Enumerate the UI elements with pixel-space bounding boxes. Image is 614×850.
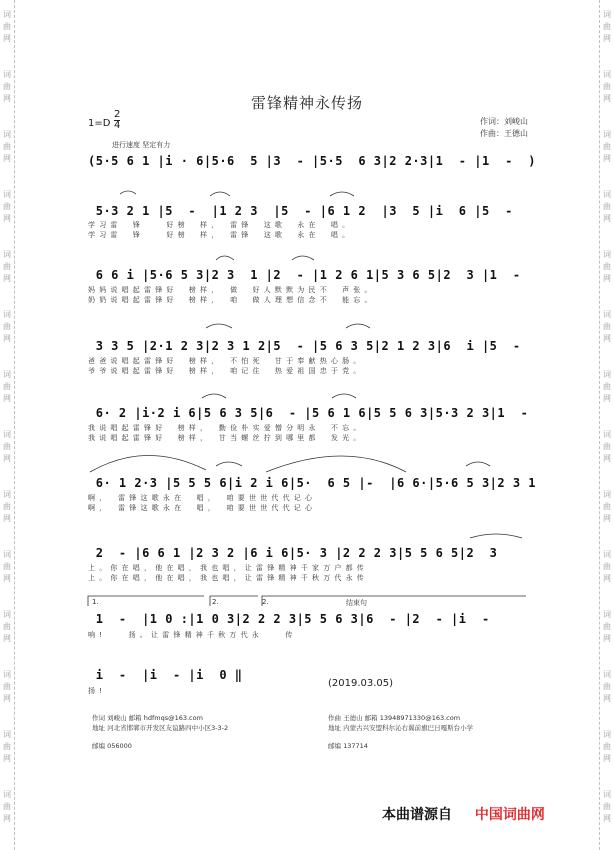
tempo-marking: 进行速度 坚定有力 <box>112 141 171 149</box>
watermark-glyph: 词 <box>3 10 11 19</box>
watermark-glyph: 曲 <box>3 322 11 331</box>
watermark-glyph: 网 <box>3 694 11 703</box>
watermark-glyph: 曲 <box>603 142 611 151</box>
lyricist-contact: 作词 刘峻山 邮箱 hdfmqs@163.com <box>92 714 203 722</box>
watermark-glyph: 网 <box>3 514 11 523</box>
watermark-glyph: 曲 <box>603 382 611 391</box>
watermark-glyph: 词 <box>603 730 611 739</box>
score-line-4: 3 3 5 |2·1 2 3|2 3 1 2|5 - |5 6 3 5|2 1 2 3|6 i |5 - <box>88 339 521 353</box>
watermark-glyph: 网 <box>603 334 611 343</box>
watermark-glyph: 网 <box>603 154 611 163</box>
watermark-glyph: 网 <box>603 34 611 43</box>
watermark-glyph: 曲 <box>3 202 11 211</box>
volta-first: 1. <box>92 598 99 606</box>
lyric-5b: 我说唱起雷锋好 榜样， 甘当螺丝拧到哪里都 发光。 <box>88 434 365 442</box>
lyric-4a: 爸爸说唱起雷锋好 榜样， 不怕死 甘于奉献热心肠。 <box>88 357 365 365</box>
watermark-glyph: 词 <box>3 610 11 619</box>
lyric-3a: 妈妈说唱起雷锋好 榜样， 做 好人默默为民不 声张。 <box>88 286 376 294</box>
watermark-glyph: 网 <box>3 754 11 763</box>
watermark-glyph: 曲 <box>603 682 611 691</box>
watermark-glyph: 曲 <box>3 622 11 631</box>
watermark-glyph: 词 <box>3 790 11 799</box>
watermark-glyph: 词 <box>603 70 611 79</box>
watermark-glyph: 词 <box>3 490 11 499</box>
watermark-glyph: 曲 <box>603 502 611 511</box>
composer-credit: 作曲：王德山 <box>480 129 528 138</box>
source-label: 本曲谱源自 <box>382 807 452 823</box>
lyric-7b: 上。你在唱，他在唱，我也唱，让雷锋精神千秋万代永传 <box>88 574 368 582</box>
score-line-2: 5·3 2 1 |5 - |1 2 3 |5 - |6 1 2 |3 5 |i 6 |5 - <box>88 204 513 218</box>
lyric-3b: 奶奶说唱起雷锋好 榜样， 咱 做人理想信念不 能忘。 <box>88 296 376 304</box>
watermark-glyph: 词 <box>603 310 611 319</box>
lyric-2a: 学习雷 锋 好榜 样， 雷锋 这歌 永在 唱。 <box>88 221 354 229</box>
lyricist-zipcode: 邮编 056000 <box>92 742 132 750</box>
ending-phrase-label: 结束句 <box>346 599 367 607</box>
watermark-glyph: 曲 <box>603 22 611 31</box>
source-brand <box>382 804 545 824</box>
volta-third: 2. <box>262 598 269 606</box>
score-line-1: (5·5 6 1 |i · 6|5·6 5 |3 - |5·5 6 3|2 2·3|1 - |1 - ) <box>88 154 537 168</box>
watermark-glyph: 曲 <box>603 562 611 571</box>
watermark-glyph: 网 <box>3 94 11 103</box>
watermark-glyph: 网 <box>603 514 611 523</box>
watermark-glyph: 网 <box>3 214 11 223</box>
watermark-glyph: 词 <box>603 490 611 499</box>
watermark-glyph: 词 <box>603 130 611 139</box>
site-link[interactable]: 中国词曲网 <box>474 807 545 823</box>
watermark-glyph: 词 <box>603 430 611 439</box>
lyric-9a: 扬! <box>88 687 107 695</box>
watermark-glyph: 词 <box>603 550 611 559</box>
meter-denominator: 4 <box>114 120 121 131</box>
watermark-glyph: 词 <box>603 190 611 199</box>
watermark-glyph: 曲 <box>603 262 611 271</box>
lyric-8a: 响! 扬。让雷锋精神千秋万代永 传 <box>88 631 297 639</box>
key-signature: 1=D <box>88 118 111 129</box>
watermark-glyph: 词 <box>3 310 11 319</box>
watermark-glyph: 网 <box>603 634 611 643</box>
score-line-6: 6· 1 2·3 |5 5 5 6|i 2 i 6|5· 6 5 |- |6 6·|5·6 5 3|2 3 1 <box>88 476 537 490</box>
watermark-glyph: 网 <box>603 274 611 283</box>
lyricist-address: 地址 河北省邯郸市开发区友谊路四中小区3-3-2 <box>92 724 229 732</box>
watermark-glyph: 网 <box>3 574 11 583</box>
score-line-7: 2 - |6 6 1 |2 3 2 |6 i 6|5· 3 |2 2 2 3|5 5 6 5|2 3 <box>88 546 498 560</box>
lyric-5a: 我说唱起雷锋好 榜样， 勤俭朴实爱憎分明永 不忘。 <box>88 424 365 432</box>
watermark-glyph: 网 <box>603 394 611 403</box>
watermark-glyph: 网 <box>603 694 611 703</box>
watermark-glyph: 网 <box>603 454 611 463</box>
lyric-6a: 啊， 雷锋这歌永在 唱， 咱要世世代代记心 <box>88 494 317 502</box>
watermark-glyph: 曲 <box>3 742 11 751</box>
lyricist-credit: 作词：刘峻山 <box>480 117 528 126</box>
watermark-glyph: 词 <box>3 190 11 199</box>
lyric-2b: 学习雷 锋 好榜 样， 雷锋 这歌 永在 唱。 <box>88 231 354 239</box>
watermark-glyph: 词 <box>3 70 11 79</box>
watermark-glyph: 网 <box>603 94 611 103</box>
composer-contact: 作曲 王德山 邮箱 13948971330@163.com <box>328 714 461 722</box>
time-signature <box>114 110 120 131</box>
watermark-glyph: 词 <box>603 10 611 19</box>
volta-second: 2. <box>212 598 219 606</box>
watermark-glyph: 词 <box>603 250 611 259</box>
score-line-5: 6· 2 |i·2 i 6|5 6 3 5|6 - |5 6 1 6|5 5 6 3|5·3 2 3|1 - <box>88 406 529 420</box>
watermark-glyph: 网 <box>603 574 611 583</box>
watermark-glyph: 词 <box>3 250 11 259</box>
watermark-glyph: 曲 <box>3 442 11 451</box>
watermark-glyph: 词 <box>3 670 11 679</box>
watermark-glyph: 网 <box>603 214 611 223</box>
watermark-glyph: 词 <box>3 730 11 739</box>
watermark-glyph: 网 <box>603 754 611 763</box>
watermark-glyph: 曲 <box>603 742 611 751</box>
watermark-glyph: 曲 <box>603 202 611 211</box>
watermark-glyph: 词 <box>603 790 611 799</box>
watermark-glyph: 曲 <box>3 382 11 391</box>
watermark-glyph: 曲 <box>3 142 11 151</box>
watermark-glyph: 网 <box>3 394 11 403</box>
watermark-glyph: 网 <box>603 814 611 823</box>
watermark-glyph: 词 <box>3 130 11 139</box>
watermark-glyph: 曲 <box>3 262 11 271</box>
watermark-glyph: 曲 <box>3 802 11 811</box>
song-title: 雷锋精神永传扬 <box>250 94 363 112</box>
watermark-glyph: 词 <box>603 610 611 619</box>
watermark-glyph: 网 <box>3 34 11 43</box>
watermark-glyph: 曲 <box>3 562 11 571</box>
lyric-6b: 啊， 雷锋这歌永在 唱， 咱要世世代代记心 <box>88 504 317 512</box>
watermark-glyph: 网 <box>3 274 11 283</box>
score-line-9: i - |i - |i 0 ‖ <box>88 668 243 682</box>
watermark-glyph: 词 <box>603 670 611 679</box>
composer-address: 地址 内蒙古兴安盟科尔沁右翼前旗巴日嘎斯台小学 <box>328 724 474 732</box>
lyric-4b: 爷爷说唱起雷锋好 榜样， 咱记住 热爱祖国忠于党。 <box>88 367 365 375</box>
volta-brackets <box>86 594 556 606</box>
watermark-glyph: 词 <box>3 430 11 439</box>
watermark-glyph: 网 <box>3 814 11 823</box>
watermark-glyph: 网 <box>3 334 11 343</box>
right-watermark-column <box>599 0 614 850</box>
watermark-glyph: 网 <box>3 634 11 643</box>
watermark-glyph: 网 <box>3 154 11 163</box>
watermark-glyph: 曲 <box>603 442 611 451</box>
watermark-glyph: 曲 <box>3 682 11 691</box>
composer-zipcode: 邮编 137714 <box>328 742 368 750</box>
score-line-3: 6 6 i |5·6 5 3|2 3 1 |2 - |1 2 6 1|5 3 6 5|2 3 |1 - <box>88 268 521 282</box>
watermark-glyph: 曲 <box>3 22 11 31</box>
watermark-glyph: 曲 <box>603 82 611 91</box>
watermark-glyph: 曲 <box>3 502 11 511</box>
watermark-glyph: 词 <box>3 370 11 379</box>
watermark-glyph: 曲 <box>3 82 11 91</box>
watermark-glyph: 曲 <box>603 802 611 811</box>
watermark-glyph: 网 <box>3 454 11 463</box>
watermark-glyph: 词 <box>3 550 11 559</box>
watermark-glyph: 曲 <box>603 322 611 331</box>
composition-date: (2019.03.05) <box>328 678 394 689</box>
lyric-7a: 上。你在唱，他在唱，我也唱，让雷锋精神千家万户都传 <box>88 564 368 572</box>
watermark-glyph: 词 <box>603 370 611 379</box>
left-watermark-column <box>0 0 15 850</box>
score-line-8: 1 - |1 0 :|1 0 3|2 2 2 3|5 5 6 3|6 - |2 - |i - <box>88 612 490 626</box>
watermark-glyph: 曲 <box>603 622 611 631</box>
meter-numerator: 2 <box>114 109 121 120</box>
